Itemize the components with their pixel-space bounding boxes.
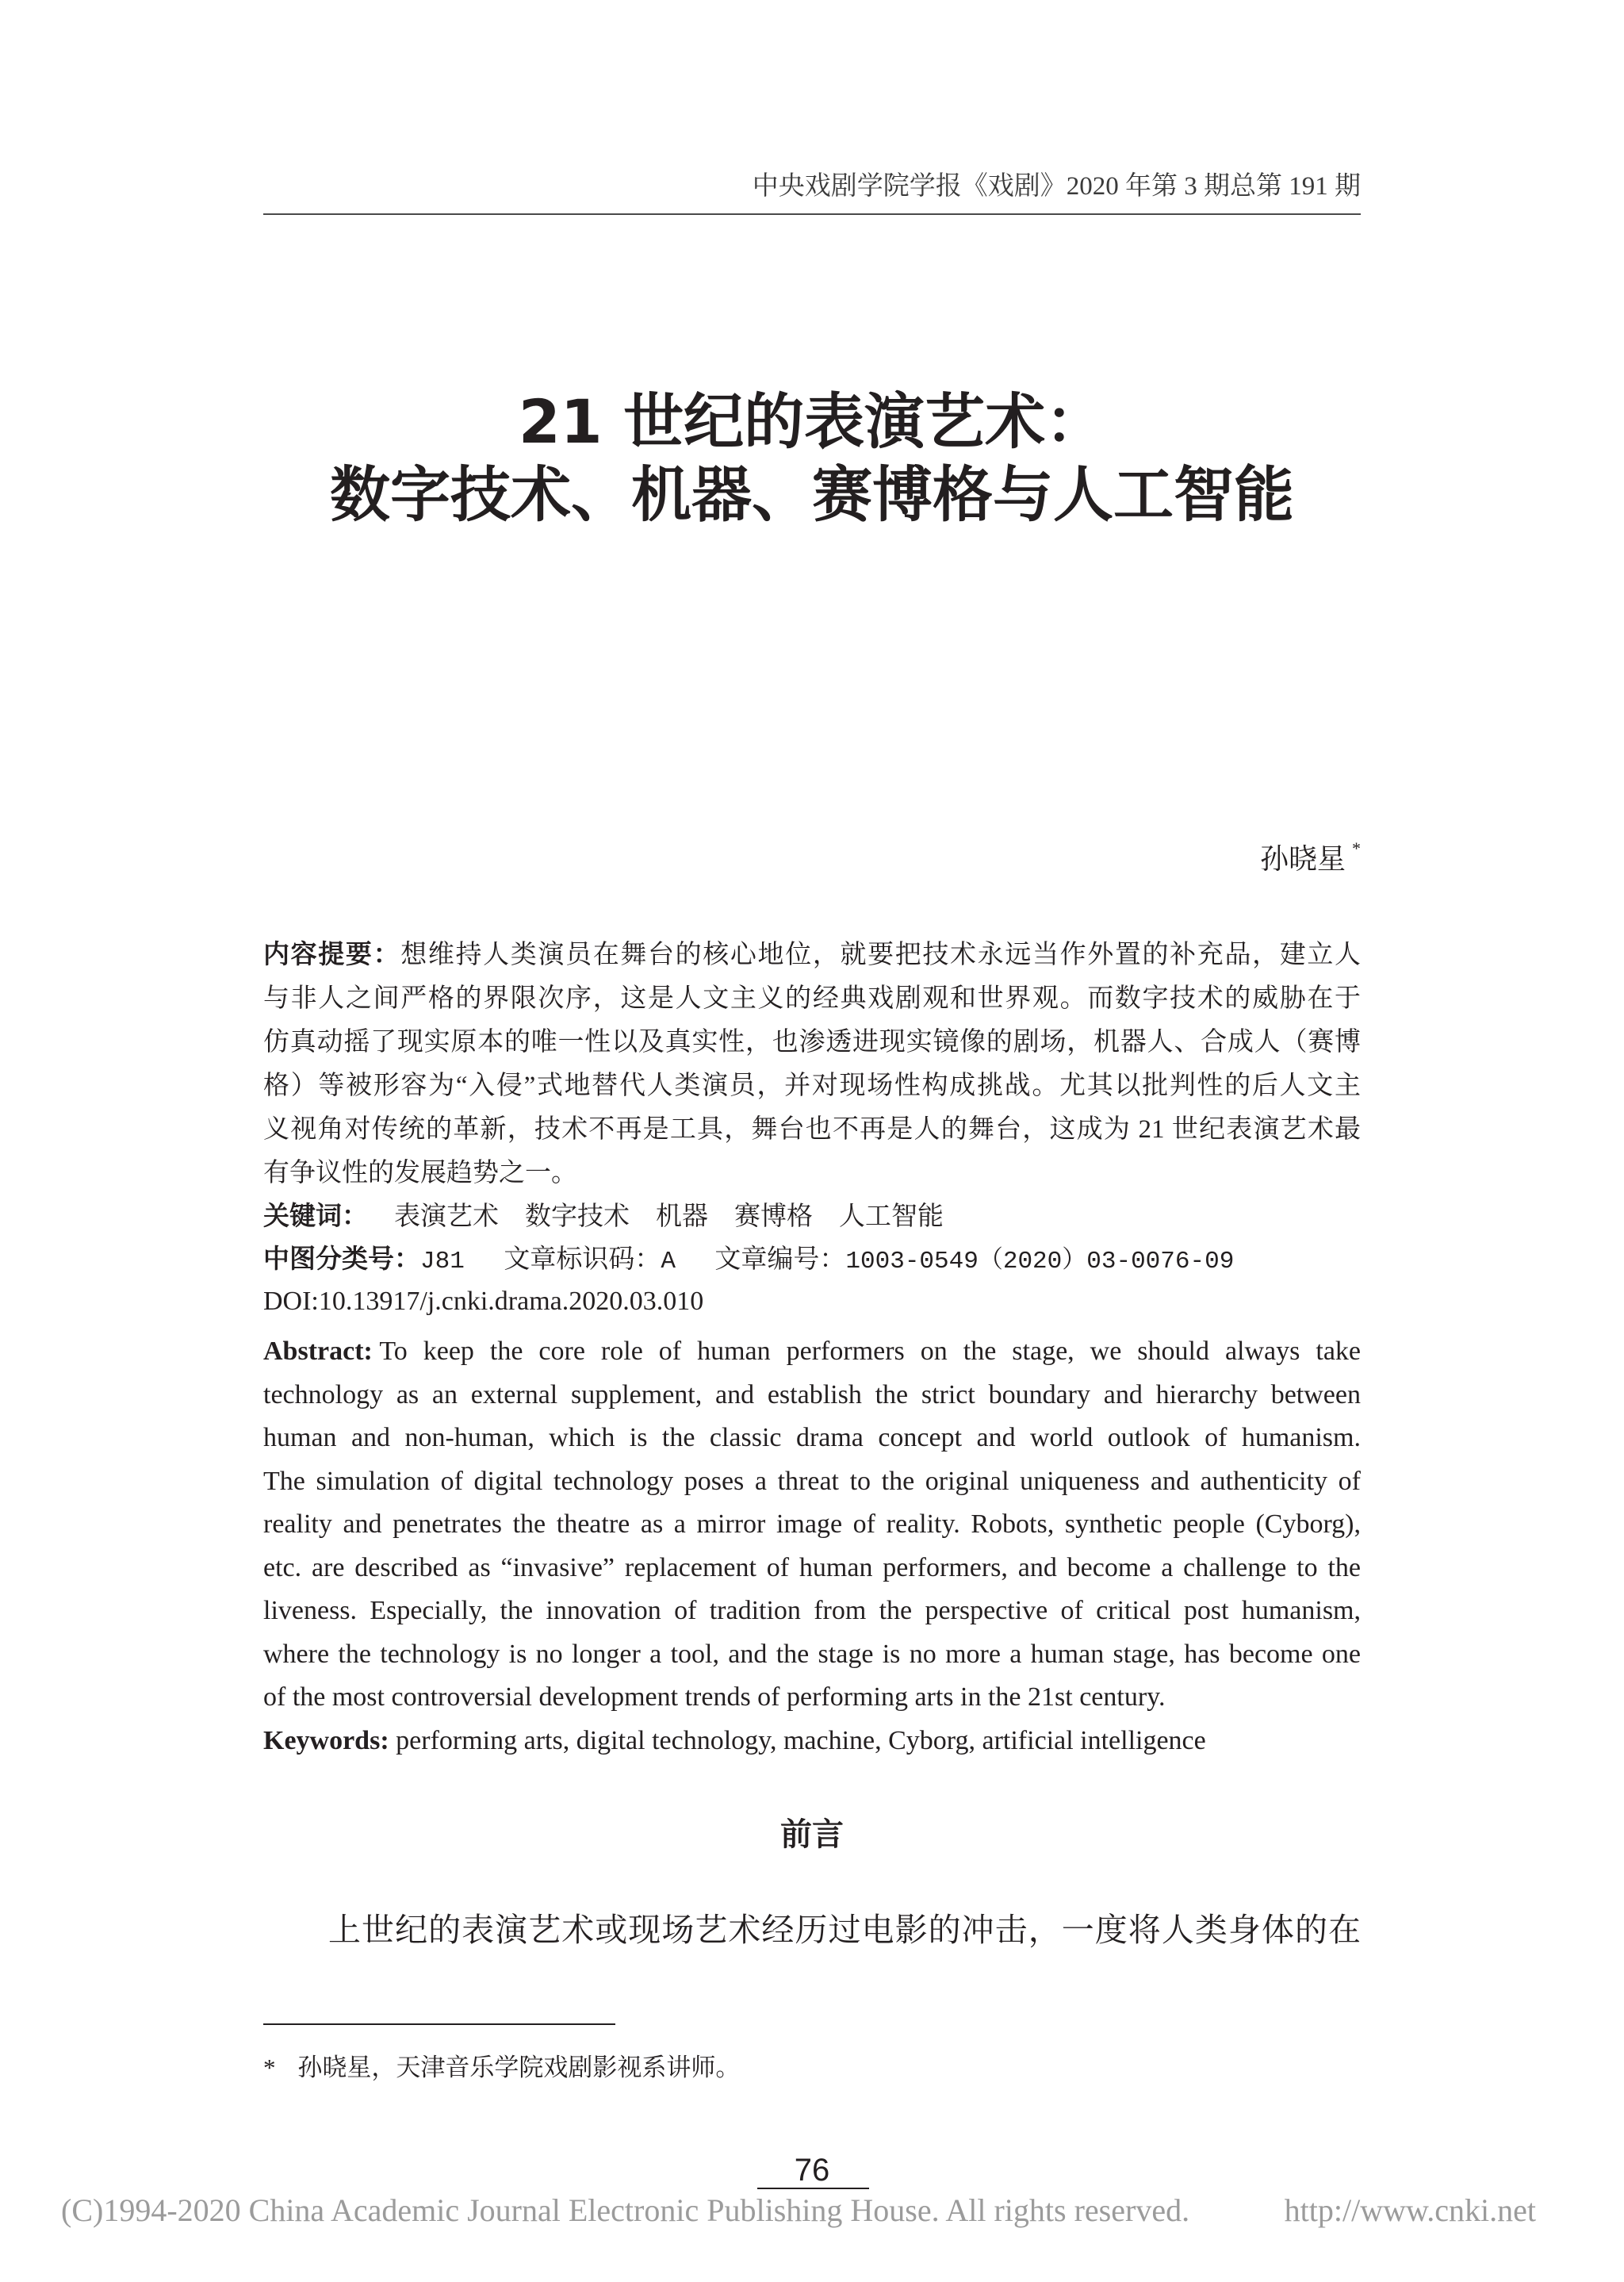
page-number-rule [757, 2188, 869, 2189]
abstract-en-line: technology as an external supplement, and establish the strict boundary and hierarchy between [263, 1379, 1361, 1409]
clc-value: J81 [420, 1248, 465, 1275]
abstract-cn-line [263, 932, 1361, 977]
article-number-value: 1003-0549（2020）03-0076-09 [845, 1248, 1235, 1275]
section-heading: 前言 [780, 1816, 844, 1853]
abstract-en-line: where the technology is no longer a tool, and the stage is no more a human stage, has become one [263, 1639, 1361, 1669]
abstract-cn-line: 义视角对传统的革新，技术不再是工具，舞台也不再是人的舞台，这成为 21 世纪表演艺术最 [263, 1115, 1361, 1144]
footnote-rule [263, 2023, 615, 2025]
abstract-cn [263, 932, 1361, 1195]
abstract-cn-line: 与非人之间严格的界限次序，这是人文主义的经典戏剧观和世界观。而数字技术的威胁在于 [263, 984, 1361, 1013]
page-number: 76 [794, 2153, 830, 2188]
abstract-en-line: etc. are described as “invasive” replacement of human performers, and become a challenge to the [263, 1552, 1361, 1582]
abstract-cn-label: 内容提要： [263, 938, 401, 969]
doi: DOI:10.13917/j.cnki.drama.2020.03.010 [263, 1287, 704, 1316]
doc-code-label: 文章标识码： [504, 1245, 661, 1274]
keywords-en [263, 1720, 1361, 1763]
body-paragraph-line: 上世纪的表演艺术或现场艺术经历过电影的冲击，一度将人类身体的在 [328, 1912, 1361, 1948]
abstract-en-line: of the most controversial development trends of performing arts in the 21st century. [263, 1682, 1166, 1712]
article-title-line-1: 21 世纪的表演艺术： [518, 386, 1106, 457]
abstract-cn-line: 仿真动摇了现实原本的唯一性以及真实性，也渗透进现实镜像的剧场，机器人、合成人（赛博 [263, 1028, 1361, 1057]
article-number-label: 文章编号： [714, 1245, 846, 1274]
running-head: 中央戏剧学院学报《戏剧》2020 年第 3 期总第 191 期 [752, 172, 1361, 201]
keyword-cn-item: 数字技术 [525, 1202, 630, 1231]
keywords-en-label: Keywords: [263, 1725, 389, 1755]
abstract-en-line: human and non-human, which is the classic drama concept and world outlook of humanism. [263, 1423, 1361, 1452]
abstract-cn-line: 格）等被形容为“入侵”式地替代人类演员，并对现场性构成挑战。尤其以批判性的后人文主 [263, 1072, 1361, 1100]
footnote-marker: * [263, 2054, 276, 2081]
footnote [263, 2052, 1361, 2084]
author-line [263, 838, 1361, 876]
abstract-en-line: The simulation of digital technology poses a threat to the original uniqueness and authenticity of [263, 1466, 1361, 1496]
abstract-en-line: liveness. Especially, the innovation of tradition from the perspective of critical post humanism, [263, 1596, 1361, 1625]
clc-label: 中图分类号： [263, 1243, 420, 1274]
keywords-cn-label: 关键词： [263, 1200, 368, 1231]
doc-code-value: A [661, 1248, 676, 1275]
abstract-en-line [263, 1330, 1361, 1374]
abstract-cn-line-text: 想维持人类演员在舞台的核心地位，就要把技术永远当作外置的补充品，建立人 [400, 941, 1362, 969]
abstract-en-line-text: To keep the core role of human performers on the stage, we should always take [379, 1337, 1361, 1366]
article-title-line-2: 数字技术、机器、赛博格与人工智能 [330, 459, 1294, 530]
abstract-en-line: reality and penetrates the theatre as a mirror image of reality. Robots, synthetic people (Cyborg), [263, 1509, 1361, 1539]
copyright-notice: (C)1994-2020 China Academic Journal Electronic Publishing House. All rights reserved. [61, 2192, 1190, 2228]
classification-line [263, 1237, 1361, 1280]
keyword-cn-item: 表演艺术 [394, 1202, 499, 1231]
author-footnote-marker: * [1352, 838, 1361, 858]
footnote-text: 孙晓星，天津音乐学院戏剧影视系讲师。 [297, 2054, 741, 2081]
copyright-url: http://www.cnki.net [1284, 2192, 1536, 2228]
keywords-en-text: performing arts, digital technology, machine, Cyborg, artificial intelligence [396, 1725, 1206, 1755]
abstract-cn-line: 有争议性的发展趋势之一。 [263, 1159, 577, 1187]
abstract-en [263, 1330, 1361, 1762]
abstract-en-label: Abstract: [263, 1337, 373, 1366]
keyword-cn-item: 人工智能 [839, 1202, 944, 1231]
running-head-rule [263, 213, 1361, 215]
keyword-cn-item: 赛博格 [734, 1202, 813, 1231]
keywords-cn [263, 1194, 1361, 1237]
keyword-cn-item: 机器 [656, 1202, 708, 1231]
article-title [263, 385, 1361, 531]
copyright-watermark [61, 2192, 1536, 2229]
author-name: 孙晓星 [1259, 843, 1346, 875]
